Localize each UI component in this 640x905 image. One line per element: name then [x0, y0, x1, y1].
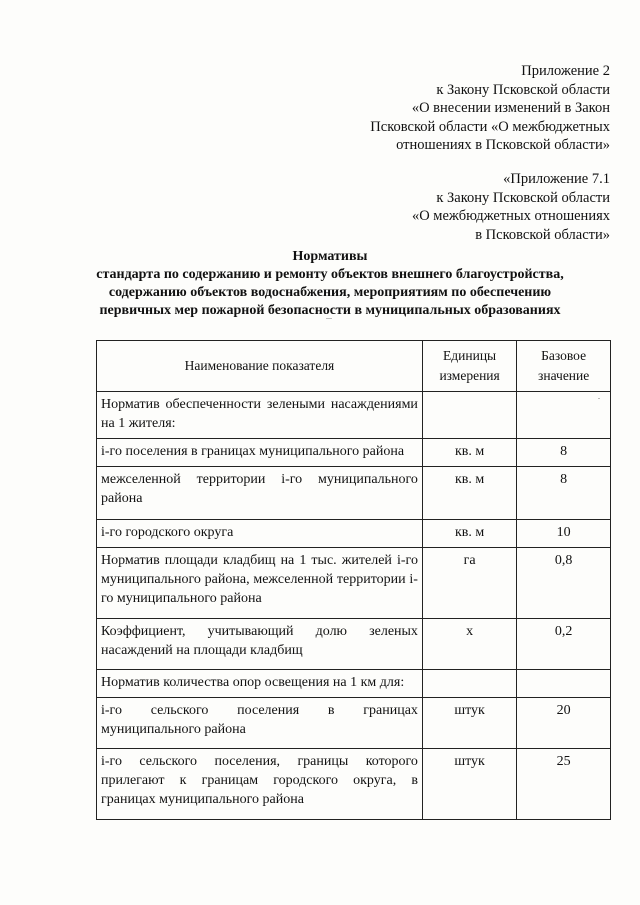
row-unit: штук [422, 749, 516, 820]
table-row [97, 749, 611, 820]
row-value: 25 [517, 749, 611, 820]
table-row [97, 467, 611, 520]
row-name: Норматив обеспеченности зелеными насаждениями на 1 жителя: [97, 392, 423, 439]
row-value [517, 670, 611, 698]
annex-line: Псковской области «О межбюджетных [370, 118, 610, 135]
quoted-annex-header [412, 170, 610, 244]
title-line: стандарта по содержанию и ремонту объектов внешнего благоустройства, [96, 267, 564, 282]
row-value [517, 392, 611, 439]
table-row [97, 619, 611, 670]
table-row [97, 439, 611, 467]
row-value: 8 [517, 439, 611, 467]
row-name: Норматив площади кладбищ на 1 тыс. жителей i-го муниципального района, межселенной территории i-го муниципального района [97, 548, 423, 619]
row-value: 0,2 [517, 619, 611, 670]
table-row [97, 670, 611, 698]
document-title [80, 248, 580, 320]
table-header-row [97, 341, 611, 392]
quoted-annex-line: «О межбюджетных отношениях [411, 208, 610, 225]
scan-speck [326, 318, 332, 319]
annex-line: Приложение 2 [521, 63, 610, 79]
norms-table [96, 340, 611, 820]
scan-speck [598, 398, 600, 399]
header-value: Базовое значение [517, 341, 611, 392]
row-unit: кв. м [422, 520, 516, 548]
annex-header [370, 62, 610, 155]
title-line: первичных мер пожарной безопасности в муниципальных образованиях [99, 303, 561, 318]
table-row [97, 548, 611, 619]
row-name: i-го сельского поселения, границы которого прилегают к границам городского округа, в границах муниципального района [97, 749, 423, 820]
header-unit: Единицы измерения [422, 341, 516, 392]
quoted-annex-line: в Псковской области» [475, 226, 610, 243]
annex-line: «О внесении изменений в Закон [411, 100, 610, 117]
row-unit: га [422, 548, 516, 619]
table-row [97, 392, 611, 439]
header-name: Наименование показателя [97, 341, 423, 392]
row-unit: кв. м [422, 467, 516, 520]
table-row [97, 698, 611, 749]
row-unit: штук [422, 698, 516, 749]
quoted-annex-line: к Закону Псковской области [436, 189, 610, 206]
row-name: Коэффициент, учитывающий долю зеленых насаждений на площади кладбищ [97, 619, 423, 670]
row-name: межселенной территории i-го муниципального района [97, 467, 423, 520]
row-value: 8 [517, 467, 611, 520]
annex-line: отношениях в Псковской области» [396, 137, 610, 154]
row-name: i-го городского округа [97, 520, 423, 548]
row-value: 10 [517, 520, 611, 548]
title-line: Нормативы [292, 249, 368, 264]
row-name: i-го сельского поселения в границах муниципального района [97, 698, 423, 749]
table-row [97, 520, 611, 548]
title-line: содержанию объектов водоснабжения, мероприятиям по обеспечению [108, 285, 552, 300]
row-unit: кв. м [422, 439, 516, 467]
row-name: Норматив количества опор освещения на 1 км для: [97, 670, 423, 698]
row-name: i-го поселения в границах муниципального района [97, 439, 423, 467]
row-value: 20 [517, 698, 611, 749]
row-unit [422, 670, 516, 698]
row-unit [422, 392, 516, 439]
quoted-annex-line: «Приложение 7.1 [503, 171, 610, 187]
row-value: 0,8 [517, 548, 611, 619]
annex-line: к Закону Псковской области [436, 81, 610, 98]
row-unit: х [422, 619, 516, 670]
